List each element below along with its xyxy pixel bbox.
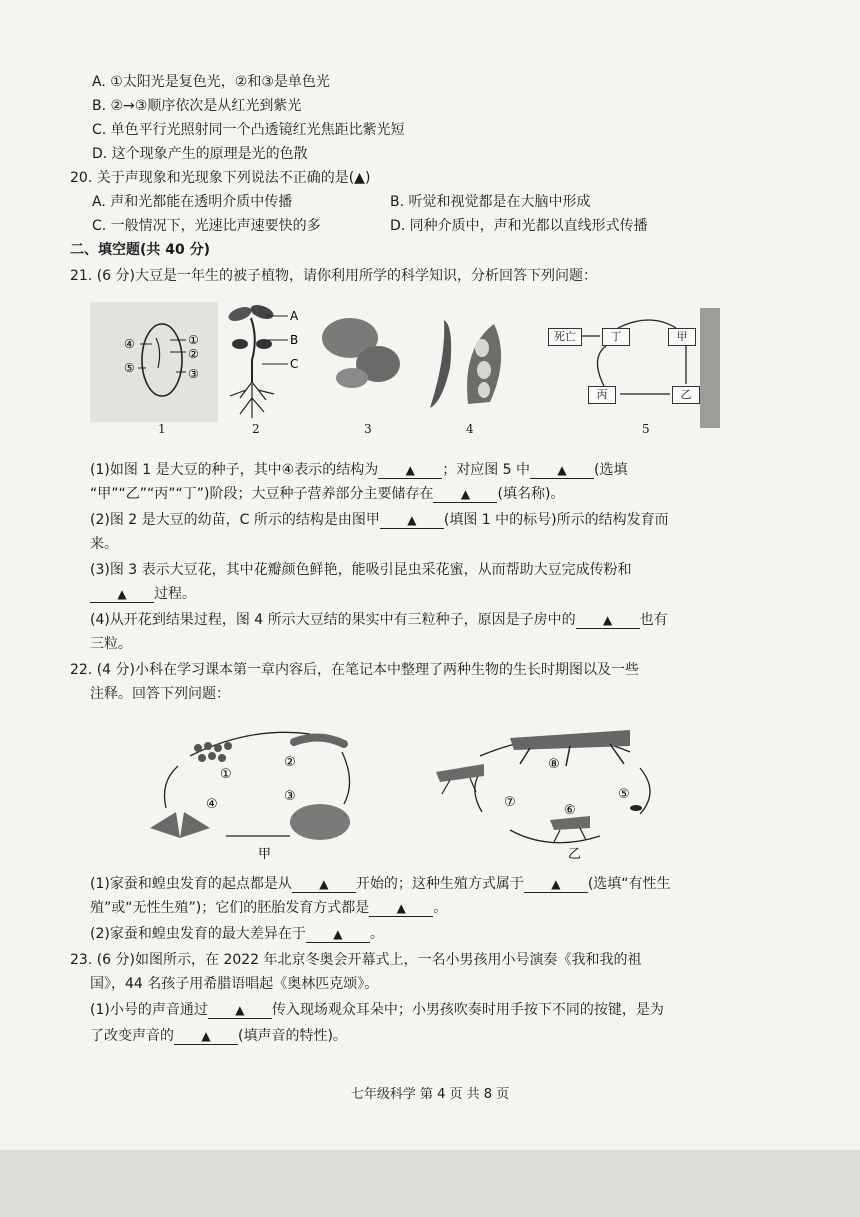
q21-part4-line1: (4)从开花到结果过程，图 4 所示大豆结的果实中有三粒种子，原因是子房中的 ▲ 也有: [90, 612, 668, 628]
locust-mark-6: ⑥: [564, 803, 576, 818]
q23-stem-line2: 国》，44 名孩子用希腊语唱起《奥林匹克颂》。: [90, 976, 379, 992]
q19-option-b: B. ②→③顺序依次是从红光到紫光: [92, 98, 302, 114]
silkworm-mark-4: ④: [206, 797, 218, 812]
fig1-mark-4: ④: [124, 337, 135, 351]
fig-number-4: 4: [466, 422, 474, 436]
answer-blank[interactable]: ▲: [576, 612, 640, 629]
locust-mark-7: ⑦: [504, 795, 516, 810]
fig1-mark-2: ②: [188, 347, 199, 361]
open-pod-drawing: [467, 324, 501, 404]
answer-blank[interactable]: ▲: [306, 926, 370, 943]
answer-blank[interactable]: ▲: [90, 586, 154, 603]
q22-part1-line1: (1)家蚕和蝗虫发育的起点都是从 ▲ 开始的；这种生殖方式属于 ▲ (选填“有性生: [90, 876, 671, 892]
q19-option-c: C. 单色平行光照射同一个凸透镜红光焦距比紫光短: [92, 122, 405, 138]
locust-mark-8: ⑧: [548, 757, 560, 772]
q22-stem-line1: 22. (4 分)小科在学习课本第一章内容后，在笔记本中整理了两种生物的生长时期图以及一些: [70, 662, 639, 678]
q22-stem-line2: 注释。回答下列问题：: [90, 686, 230, 702]
silkworm-cycle-label: 甲: [258, 847, 272, 862]
q21-part1-line2: “甲”“乙”“丙”“丁”)阶段；大豆种子营养部分主要储存在 ▲ (填名称)。: [90, 486, 565, 502]
fig5-box-bing: 丙: [588, 386, 616, 404]
nymph-small-drawing: [550, 816, 590, 842]
q20-option-c: C. 一般情况下，光速比声速要快的多: [92, 218, 321, 234]
answer-blank[interactable]: ▲: [292, 876, 356, 893]
fig-number-1: 1: [158, 422, 166, 436]
q21-part2-line1: (2)图 2 是大豆的幼苗，C 所示的结构是由图甲 ▲ (填图 1 中的标号)所示的结构发育而: [90, 512, 669, 528]
q20-option-b: B. 听觉和视觉都是在大脑中形成: [390, 194, 591, 210]
fig2-mark-b: B: [290, 333, 299, 347]
fig5-box-death: 死亡: [548, 328, 582, 346]
fig5-box-yi: 乙: [672, 386, 700, 404]
fig5-box-ding: 丁: [602, 328, 630, 346]
fig-number-5: 5: [642, 422, 650, 436]
q21-stem: 21. (6 分)大豆是一年生的被子植物，请你利用所学的科学知识，分析回答下列问题：: [70, 268, 597, 284]
fig2-mark-a: A: [290, 309, 299, 323]
q19-option-a: A. ①太阳光是复色光，②和③是单色光: [92, 74, 330, 90]
fig5-edge: [700, 308, 720, 428]
answer-blank[interactable]: ▲: [433, 486, 497, 503]
answer-blank[interactable]: ▲: [524, 876, 588, 893]
locust-cycle-label: 乙: [568, 847, 582, 862]
silkworm-mark-2: ②: [284, 755, 296, 770]
flower-drawing: [322, 318, 400, 388]
q22-part2: (2)家蚕和蝗虫发育的最大差异在于 ▲ 。: [90, 926, 384, 942]
answer-blank[interactable]: ▲: [530, 462, 594, 479]
seedling-drawing: [227, 302, 276, 418]
page-footer: 七年级科学 第 4 页 共 8 页: [350, 1087, 510, 1102]
q20-stem: 20. 关于声现象和光现象下列说法不正确的是(▲): [70, 170, 371, 186]
q21-part1-line1: (1)如图 1 是大豆的种子，其中④表示的结构为 ▲ ；对应图 5 中 ▲ (选填: [90, 462, 628, 478]
silkworm-mark-1: ①: [220, 767, 232, 782]
q20-option-d: D. 同种介质中，声和光都以直线形式传播: [390, 218, 648, 234]
cycle-arrow-top: [618, 320, 676, 328]
fig-number-3: 3: [364, 422, 372, 436]
fig1-mark-5: ⑤: [124, 361, 135, 375]
fig1-background: [90, 302, 218, 422]
q23-stem-line1: 23. (6 分)如图所示，在 2022 年北京冬奥会开幕式上，一名小男孩用小号演奏《我和我的祖: [70, 952, 642, 968]
scan-bottom-margin: [0, 1150, 860, 1217]
answer-blank[interactable]: ▲: [380, 512, 444, 529]
q23-part1-line2: 了改变声音的 ▲ (填声音的特性)。: [90, 1028, 347, 1044]
fig5-box-jia: 甲: [668, 328, 696, 346]
larva-drawing: [294, 737, 344, 744]
fig2-mark-c: C: [290, 357, 299, 371]
q21-figures: [90, 298, 720, 438]
fig1-mark-3: ③: [188, 367, 199, 381]
answer-blank[interactable]: ▲: [378, 462, 442, 479]
pod-drawing: [430, 320, 451, 408]
q22-figures: [130, 712, 670, 862]
answer-blank[interactable]: ▲: [174, 1028, 238, 1045]
answer-blank[interactable]: ▲: [208, 1002, 272, 1019]
answer-blank[interactable]: ▲: [369, 900, 433, 917]
fig1-mark-1: ①: [188, 333, 199, 347]
q21-part2-line2: 来。: [90, 536, 118, 552]
cycle-arrow-left: [597, 346, 606, 386]
fig-number-2: 2: [252, 422, 260, 436]
silkworm-mark-3: ③: [284, 789, 296, 804]
q21-part4-line2: 三粒。: [90, 636, 132, 652]
q20-option-a: A. 声和光都能在透明介质中传播: [92, 194, 293, 210]
q21-part3-line1: (3)图 3 表示大豆花，其中花瓣颜色鲜艳，能吸引昆虫采花蜜，从而帮助大豆完成传粉和: [90, 562, 632, 578]
cocoon-drawing: [290, 804, 350, 840]
q22-part1-line2: 殖”或“无性生殖”)；它们的胚胎发育方式都是 ▲ 。: [90, 900, 448, 916]
q19-option-d: D. 这个现象产生的原理是光的色散: [92, 146, 308, 162]
moth-drawing: [150, 812, 210, 838]
locust-mark-5: ⑤: [618, 787, 630, 802]
section-title: 二、填空题(共 40 分): [70, 242, 211, 258]
silkworm-cycle: [150, 732, 350, 840]
adult-locust-drawing: [510, 730, 630, 766]
locust-egg-drawing: [630, 805, 642, 811]
q23-part1-line1: (1)小号的声音通过 ▲ 传入现场观众耳朵中；小男孩吹奏时用手按下不同的按键，是为: [90, 1002, 664, 1018]
q21-part3-line2: ▲ 过程。: [90, 584, 196, 604]
